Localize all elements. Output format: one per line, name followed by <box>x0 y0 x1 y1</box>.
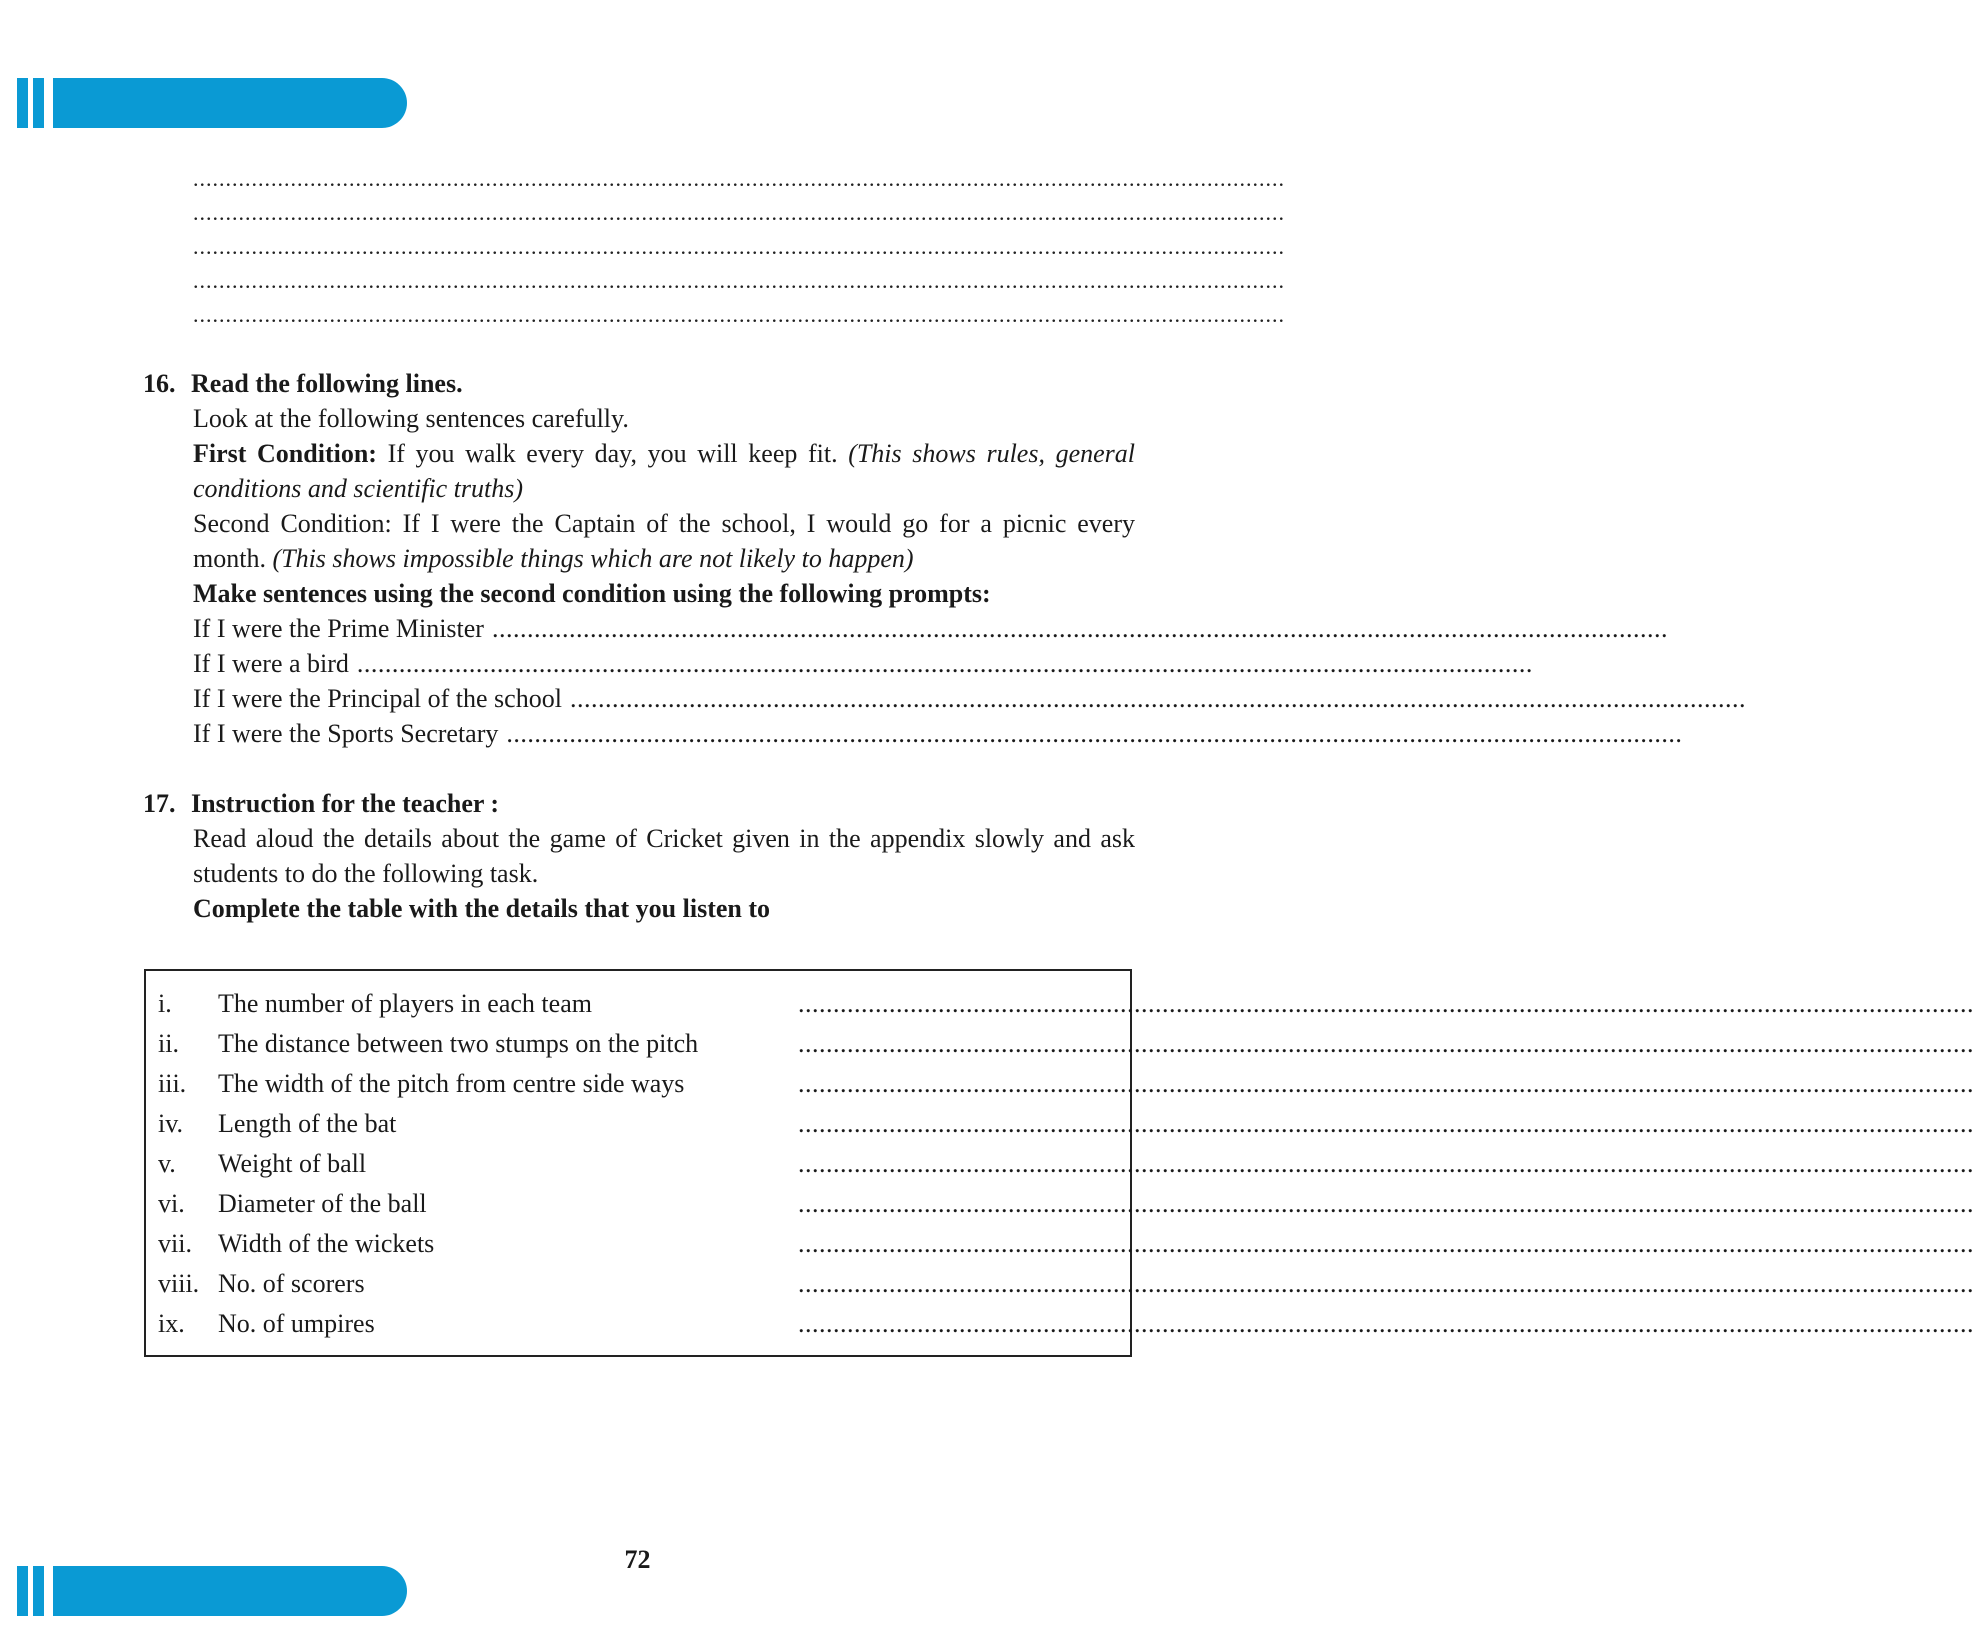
question-heading: Read the following lines. <box>191 369 463 398</box>
row-text: The number of players in each team <box>218 989 592 1018</box>
first-condition-text: If you walk every day, you will keep fit. <box>376 439 849 468</box>
answer-blank[interactable]: ........................................................................................................................................................................ <box>798 1229 1974 1258</box>
answer-blank[interactable]: ........................................................................................................................................................................ <box>798 1309 1974 1338</box>
answer-line[interactable]: ........................................................................................................................................................................ <box>193 234 1285 259</box>
second-condition-text: Second Condition: If I were the Captain of the school, I would go for a picnic every month. <box>193 509 1135 573</box>
answer-line[interactable]: ........................................................................................................................................................................ <box>193 302 1285 327</box>
prompt-text: If I were the Principal of the school <box>193 684 562 713</box>
banner-stripe <box>17 78 28 128</box>
row-number: vii. <box>158 1229 192 1258</box>
row-number: iv. <box>158 1109 184 1138</box>
answer-line[interactable]: ........................................................................................................................................................................ <box>193 166 1285 191</box>
row-number: v. <box>158 1149 176 1178</box>
q17-text: Read aloud the details about the game of Cricket given in the appendix slowly and ask students to do the following task. <box>193 824 1135 888</box>
first-condition-label: First Condition: <box>193 439 377 468</box>
answer-blank[interactable]: ........................................................................................................................................................................ <box>798 989 1974 1018</box>
table-row <box>158 1064 1974 1104</box>
prompt-line <box>193 611 1668 646</box>
header-banner <box>17 78 407 128</box>
second-condition-note: (This shows impossible things which are not likely to happen) <box>272 544 914 573</box>
table-row <box>158 1144 1974 1184</box>
row-number: iii. <box>158 1069 187 1098</box>
first-condition-note: (This shows rules, general conditions and scientific truths) <box>193 439 1135 503</box>
q16-task: Make sentences using the second condition using the following prompts: <box>193 579 991 608</box>
row-text: The width of the pitch from centre side ways <box>218 1069 685 1098</box>
table-row <box>158 1224 1974 1264</box>
row-number: i. <box>158 989 172 1018</box>
question-17-heading <box>143 786 1143 821</box>
banner-stripe <box>33 1566 44 1616</box>
answer-blank[interactable]: ........................................................................................................................................................................ <box>506 719 1683 748</box>
page-number: 72 <box>624 1545 651 1574</box>
footer-banner <box>17 1566 407 1616</box>
prompt-line <box>193 681 1746 716</box>
answer-blank[interactable]: ........................................................................................................................................................................ <box>356 649 1533 678</box>
banner-stripe <box>33 78 44 128</box>
q16-intro: Look at the following sentences carefully. <box>193 404 629 433</box>
row-text: No. of scorers <box>218 1269 365 1298</box>
q16-first-condition <box>193 436 1135 506</box>
banner-bar <box>53 78 407 128</box>
answer-line[interactable]: ........................................................................................................................................................................ <box>193 268 1285 293</box>
question-16-heading <box>143 366 1143 401</box>
answer-blank[interactable]: ........................................................................................................................................................................ <box>798 1269 1974 1298</box>
question-heading: Instruction for the teacher : <box>191 789 500 818</box>
answer-blank[interactable]: ........................................................................................................................................................................ <box>798 1029 1974 1058</box>
prompt-line <box>193 646 1533 681</box>
cricket-details-table <box>144 969 1974 1357</box>
banner-bar <box>53 1566 407 1616</box>
row-text: Width of the wickets <box>218 1229 435 1258</box>
q16-second-condition <box>193 506 1135 576</box>
table-row <box>158 1184 1974 1224</box>
table-row <box>158 1104 1974 1144</box>
answer-blank[interactable]: ........................................................................................................................................................................ <box>798 1149 1974 1178</box>
row-number: vi. <box>158 1189 185 1218</box>
answer-blank[interactable]: ........................................................................................................................................................................ <box>491 614 1668 643</box>
row-text: Length of the bat <box>218 1109 397 1138</box>
table-row <box>158 1264 1974 1304</box>
answer-blank[interactable]: ........................................................................................................................................................................ <box>798 1109 1974 1138</box>
table-row <box>158 1024 1974 1064</box>
row-number: ix. <box>158 1309 185 1338</box>
row-number: viii. <box>158 1269 200 1298</box>
answer-blank[interactable]: ........................................................................................................................................................................ <box>798 1069 1974 1098</box>
question-number: 16. <box>143 369 176 398</box>
row-number: ii. <box>158 1029 179 1058</box>
answer-blank[interactable]: ........................................................................................................................................................................ <box>798 1189 1974 1218</box>
prompt-text: If I were the Sports Secretary <box>193 719 499 748</box>
q17-task: Complete the table with the details that you listen to <box>193 894 771 923</box>
banner-stripe <box>17 1566 28 1616</box>
row-text: Weight of ball <box>218 1149 367 1178</box>
row-text: The distance between two stumps on the pitch <box>218 1029 699 1058</box>
table-row <box>158 984 1974 1024</box>
prompt-text: If I were a bird <box>193 649 349 678</box>
prompt-text: If I were the Prime Minister <box>193 614 484 643</box>
prompt-line <box>193 716 1683 751</box>
question-number: 17. <box>143 789 176 818</box>
row-text: No. of umpires <box>218 1309 375 1338</box>
answer-line[interactable]: ........................................................................................................................................................................ <box>193 200 1285 225</box>
answer-blank[interactable]: ........................................................................................................................................................................ <box>569 684 1746 713</box>
row-text: Diameter of the ball <box>218 1189 427 1218</box>
table-row <box>158 1304 1974 1344</box>
